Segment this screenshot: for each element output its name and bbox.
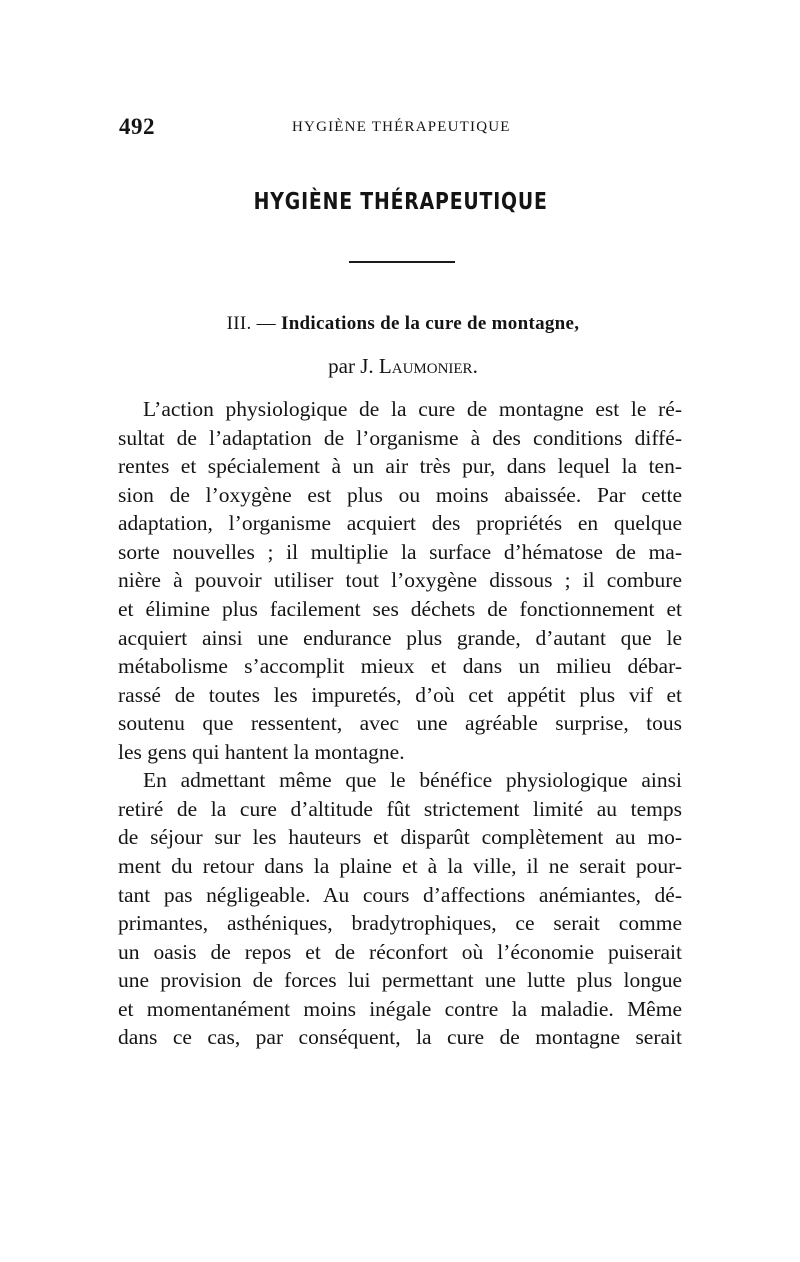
section-title: HYGIÈNE THÉRAPEUTIQUE [253,189,548,215]
text-line: retiré de la cure d’altitude fût strictement limité au temps [118,796,682,821]
text-line: les gens qui hantent la montagne. [118,739,405,764]
text-line: sion de l’oxygène est plus ou moins abaissée. Par cette [118,482,682,507]
text-line: adaptation, l’organisme acquiert des propriétés en quelque [118,511,682,536]
text-line: L’action physiologique de la cure de montagne est le ré- [143,397,682,421]
text-line: et élimine plus facilement ses déchets de fonctionnement et [118,596,682,621]
page-number: 492 [119,114,155,139]
text-line: sultat de l’adaptation de l’organisme à des conditions diffé- [118,425,682,450]
paragraph [118,766,682,1052]
article-title [0,313,800,335]
text-line: acquiert ainsi une endurance plus grande, d’autant que le [118,625,682,650]
text-line: soutenu que ressentent, avec une agréable surprise, tous [118,711,682,736]
text-line: un oasis de repos et de réconfort où l’économie puiserait [118,939,682,964]
article-heading: Indications de la cure de montagne, [281,313,580,334]
text-line: métabolisme s’accomplit mieux et dans un milieu débar- [118,654,682,679]
text-line: nière à pouvoir utiliser tout l’oxygène dissous ; il combure [118,568,682,593]
text-line: En admettant même que le bénéfice physiologique ainsi [143,768,682,793]
article-number: III. — [226,313,276,334]
text-line: ment du retour dans la plaine et à la ville, il ne serait pour- [118,854,682,878]
title-divider [349,261,455,263]
text-line: primantes, asthéniques, bradytrophiques, ce serait comme [118,911,682,936]
byline-prefix: par J. [328,354,374,378]
text-line: rassé de toutes les impuretés, d’où cet appétit plus vif et [118,682,682,707]
body-text [118,395,682,1052]
text-line: et momentanément moins inégale contre la maladie. Même [118,996,682,1021]
running-head: HYGIÈNE THÉRAPEUTIQUE [292,119,511,135]
text-line: une provision de forces lui permettant une lutte plus longue [118,968,682,993]
author-name: Laumonier. [378,354,478,378]
text-line: de séjour sur les hauteurs et disparût complètement au mo- [118,825,682,850]
text-line: dans ce cas, par conséquent, la cure de montagne serait [118,1025,682,1050]
text-line: sorte nouvelles ; il multiplie la surface d’hématose de ma- [118,539,682,564]
text-line: rentes et spécialement à un air très pur, dans lequel la ten- [118,454,682,479]
paragraph [118,395,682,766]
byline [0,354,800,379]
text-line: tant pas négligeable. Au cours d’affections anémiantes, dé- [118,882,682,907]
